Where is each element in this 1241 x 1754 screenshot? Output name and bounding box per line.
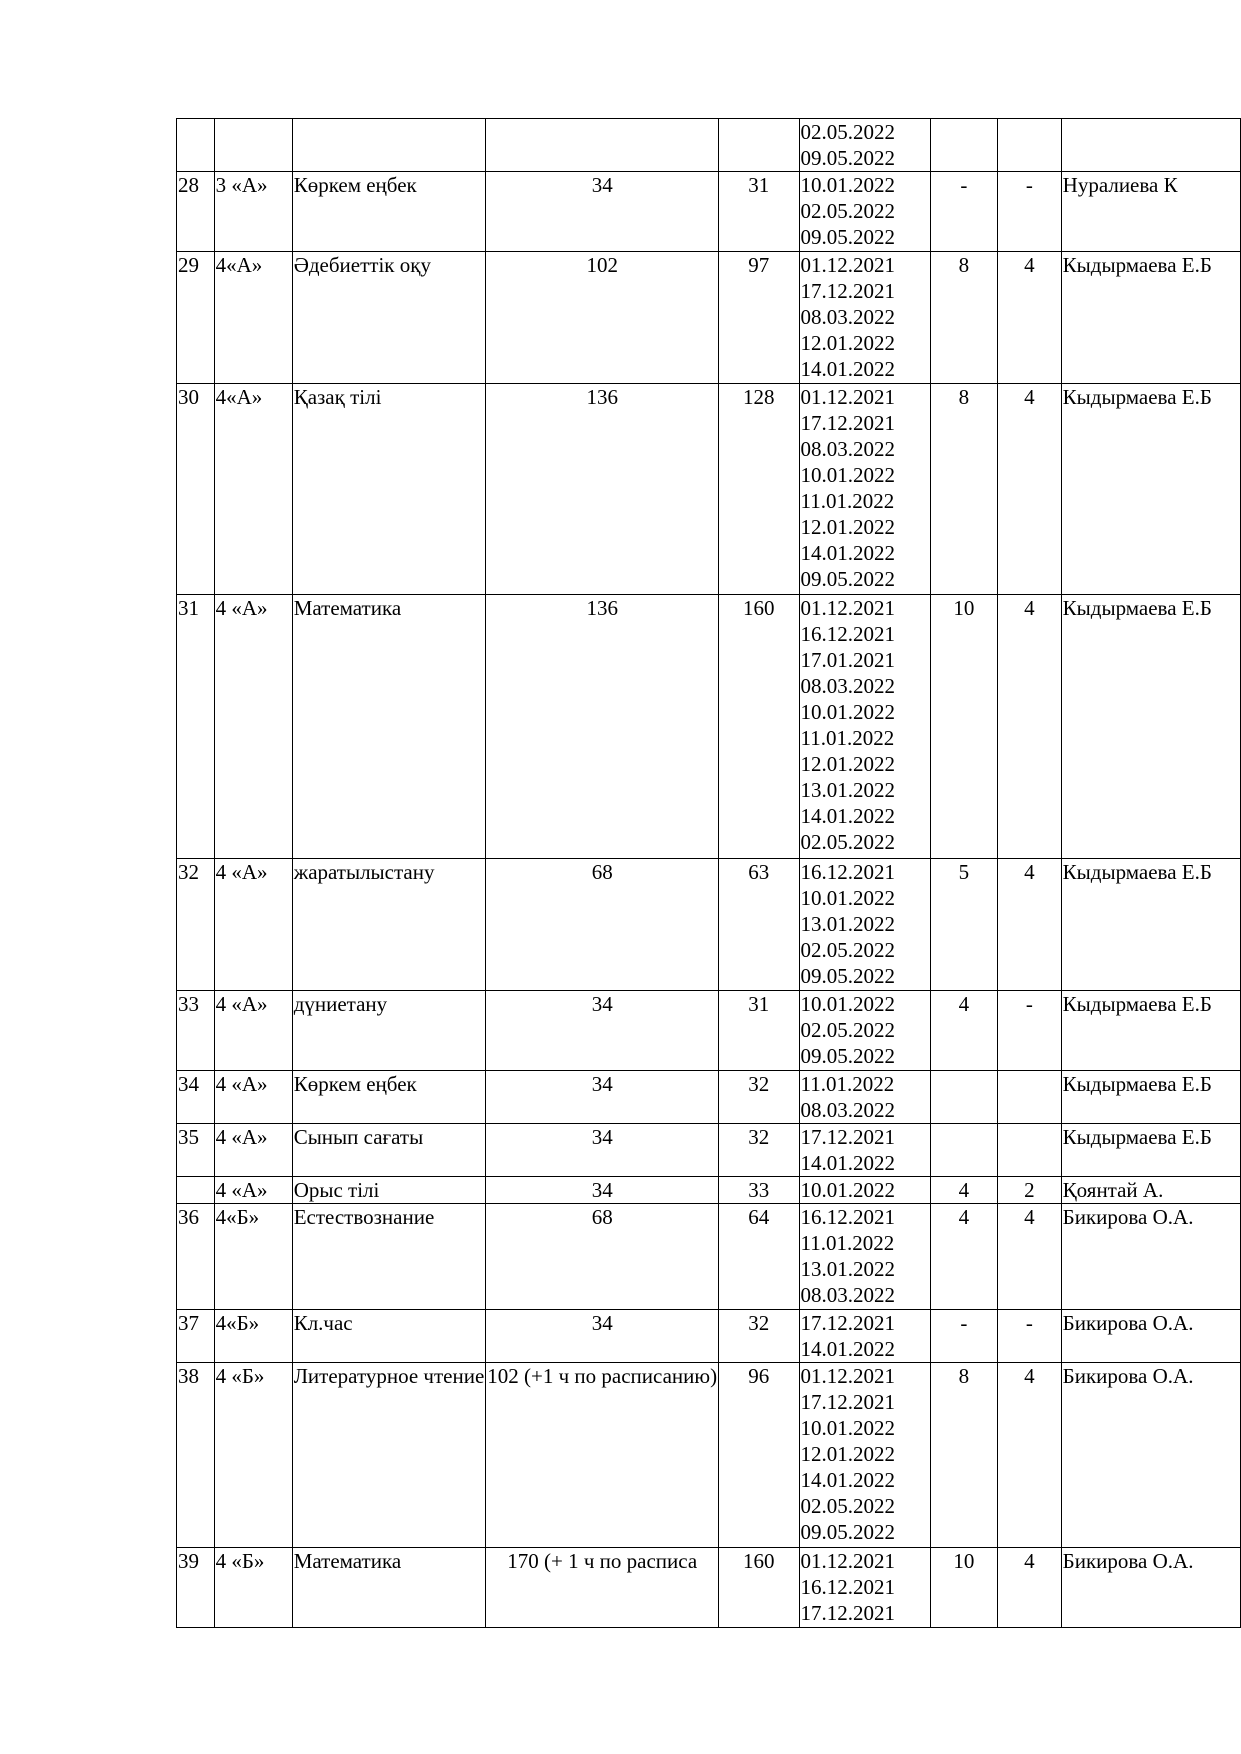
date-entry: 16.12.2021 bbox=[800, 1575, 895, 1599]
date-entry: 02.05.2022 bbox=[800, 199, 895, 223]
teacher-cell: Бикирова О.А. bbox=[1061, 1363, 1240, 1548]
row-number: 38 bbox=[177, 1363, 215, 1548]
count2-cell bbox=[998, 1071, 1061, 1124]
count2-cell: - bbox=[998, 991, 1061, 1071]
planned-hours-cell: 34 bbox=[486, 1071, 719, 1124]
subject-cell: Көркем еңбек bbox=[292, 1071, 486, 1124]
teacher-cell: Кыдырмаева Е.Б bbox=[1061, 991, 1240, 1071]
subject-cell: Қазақ тілі bbox=[292, 384, 486, 595]
row-number: 34 bbox=[177, 1071, 215, 1124]
actual-hours-cell: 32 bbox=[719, 1310, 799, 1363]
teacher-cell: Кыдырмаева Е.Б bbox=[1061, 1071, 1240, 1124]
teacher-cell: Кыдырмаева Е.Б bbox=[1061, 252, 1240, 384]
row-number: 36 bbox=[177, 1204, 215, 1310]
schedule-table bbox=[176, 118, 1241, 1628]
date-entry: 08.03.2022 bbox=[800, 674, 895, 698]
date-entry: 14.01.2022 bbox=[800, 804, 895, 828]
date-entry: 13.01.2022 bbox=[800, 912, 895, 936]
count2-cell: - bbox=[998, 172, 1061, 252]
table-row bbox=[177, 1363, 1241, 1548]
dates-cell bbox=[799, 1363, 930, 1548]
subject-cell: жаратылыстану bbox=[292, 859, 486, 991]
class-cell: 4 «А» bbox=[214, 859, 292, 991]
subject-cell: Математика bbox=[292, 595, 486, 859]
table-row bbox=[177, 119, 1241, 172]
date-entry: 17.12.2021 bbox=[800, 1311, 895, 1335]
date-entry: 13.01.2022 bbox=[800, 778, 895, 802]
count2-cell bbox=[998, 1124, 1061, 1177]
row-number: 32 bbox=[177, 859, 215, 991]
planned-hours-cell: 34 bbox=[486, 991, 719, 1071]
count2-cell: 4 bbox=[998, 252, 1061, 384]
date-entry: 14.01.2022 bbox=[800, 541, 895, 565]
date-entry: 08.03.2022 bbox=[800, 305, 895, 329]
date-entry: 17.12.2021 bbox=[800, 1601, 895, 1625]
actual-hours-cell: 33 bbox=[719, 1177, 799, 1204]
row-number bbox=[177, 1177, 215, 1204]
row-number: 33 bbox=[177, 991, 215, 1071]
count-cell: 10 bbox=[930, 1548, 998, 1628]
date-entry: 01.12.2021 bbox=[800, 385, 895, 409]
actual-hours-cell: 63 bbox=[719, 859, 799, 991]
date-entry: 09.05.2022 bbox=[800, 1044, 895, 1068]
teacher-cell: Кыдырмаева Е.Б bbox=[1061, 595, 1240, 859]
subject-cell: Көркем еңбек bbox=[292, 172, 486, 252]
date-entry: 01.12.2021 bbox=[800, 1364, 895, 1388]
date-entry: 13.01.2022 bbox=[800, 1257, 895, 1281]
planned-hours-cell: 68 bbox=[486, 859, 719, 991]
subject-cell: Литературное чтение bbox=[292, 1363, 486, 1548]
subject-cell: дүниетану bbox=[292, 991, 486, 1071]
date-entry: 09.05.2022 bbox=[800, 964, 895, 988]
date-entry: 10.01.2022 bbox=[800, 992, 895, 1016]
subject-cell: Кл.час bbox=[292, 1310, 486, 1363]
date-entry: 09.05.2022 bbox=[800, 567, 895, 591]
table-row bbox=[177, 384, 1241, 595]
row-number: 37 bbox=[177, 1310, 215, 1363]
count-cell: 4 bbox=[930, 991, 998, 1071]
count-cell: 10 bbox=[930, 595, 998, 859]
date-entry: 14.01.2022 bbox=[800, 1468, 895, 1492]
count2-cell: 2 bbox=[998, 1177, 1061, 1204]
count2-cell: 4 bbox=[998, 1548, 1061, 1628]
class-cell: 4 «Б» bbox=[214, 1363, 292, 1548]
teacher-cell: Кыдырмаева Е.Б bbox=[1061, 384, 1240, 595]
table-row bbox=[177, 172, 1241, 252]
count-cell: 5 bbox=[930, 859, 998, 991]
date-entry: 08.03.2022 bbox=[800, 1283, 895, 1307]
actual-hours-cell: 31 bbox=[719, 991, 799, 1071]
dates-cell bbox=[799, 1548, 930, 1628]
row-number: 35 bbox=[177, 1124, 215, 1177]
count2-cell: 4 bbox=[998, 859, 1061, 991]
actual-hours-cell: 32 bbox=[719, 1071, 799, 1124]
count2-cell: 4 bbox=[998, 1363, 1061, 1548]
subject-cell: Математика bbox=[292, 1548, 486, 1628]
date-entry: 02.05.2022 bbox=[800, 120, 895, 144]
teacher-cell: Нуралиева К bbox=[1061, 172, 1240, 252]
subject-cell: Әдебиеттік оқу bbox=[292, 252, 486, 384]
dates-cell bbox=[799, 1071, 930, 1124]
count-cell bbox=[930, 1124, 998, 1177]
table-row bbox=[177, 1177, 1241, 1204]
row-number: 30 bbox=[177, 384, 215, 595]
planned-hours-cell: 34 bbox=[486, 1310, 719, 1363]
date-entry: 16.12.2021 bbox=[800, 860, 895, 884]
date-entry: 11.01.2022 bbox=[800, 1231, 895, 1255]
date-entry: 02.05.2022 bbox=[800, 1018, 895, 1042]
table-row bbox=[177, 1071, 1241, 1124]
row-number bbox=[177, 119, 215, 172]
date-entry: 10.01.2022 bbox=[800, 886, 895, 910]
planned-hours-cell: 102 bbox=[486, 252, 719, 384]
dates-cell bbox=[799, 1310, 930, 1363]
class-cell: 4 «А» bbox=[214, 595, 292, 859]
table-row bbox=[177, 1548, 1241, 1628]
planned-hours-cell: 34 bbox=[486, 1177, 719, 1204]
dates-cell bbox=[799, 595, 930, 859]
dates-cell bbox=[799, 1177, 930, 1204]
class-cell bbox=[214, 119, 292, 172]
row-number: 29 bbox=[177, 252, 215, 384]
table-row bbox=[177, 252, 1241, 384]
count-cell: - bbox=[930, 172, 998, 252]
date-entry: 08.03.2022 bbox=[800, 437, 895, 461]
dates-cell bbox=[799, 119, 930, 172]
date-entry: 11.01.2022 bbox=[800, 489, 895, 513]
table-row bbox=[177, 595, 1241, 859]
date-entry: 09.05.2022 bbox=[800, 1520, 895, 1544]
count-cell: 4 bbox=[930, 1204, 998, 1310]
row-number: 28 bbox=[177, 172, 215, 252]
date-entry: 12.01.2022 bbox=[800, 515, 895, 539]
class-cell: 4 «Б» bbox=[214, 1548, 292, 1628]
dates-cell bbox=[799, 859, 930, 991]
date-entry: 10.01.2022 bbox=[800, 700, 895, 724]
date-entry: 12.01.2022 bbox=[800, 1442, 895, 1466]
planned-hours-cell: 136 bbox=[486, 384, 719, 595]
teacher-cell: Қоянтай А. bbox=[1061, 1177, 1240, 1204]
date-entry: 02.05.2022 bbox=[800, 938, 895, 962]
date-entry: 17.12.2021 bbox=[800, 279, 895, 303]
subject-cell: Сынып сағаты bbox=[292, 1124, 486, 1177]
count-cell: 8 bbox=[930, 252, 998, 384]
count-cell bbox=[930, 1071, 998, 1124]
count2-cell: 4 bbox=[998, 384, 1061, 595]
class-cell: 4«Б» bbox=[214, 1204, 292, 1310]
teacher-cell: Кыдырмаева Е.Б bbox=[1061, 1124, 1240, 1177]
count2-cell: - bbox=[998, 1310, 1061, 1363]
count-cell: 8 bbox=[930, 384, 998, 595]
date-entry: 12.01.2022 bbox=[800, 331, 895, 355]
date-entry: 01.12.2021 bbox=[800, 253, 895, 277]
actual-hours-cell: 32 bbox=[719, 1124, 799, 1177]
planned-hours-cell: 34 bbox=[486, 1124, 719, 1177]
date-entry: 11.01.2022 bbox=[800, 1072, 895, 1096]
date-entry: 11.01.2022 bbox=[800, 726, 895, 750]
date-entry: 02.05.2022 bbox=[800, 830, 895, 854]
teacher-cell: Кыдырмаева Е.Б bbox=[1061, 859, 1240, 991]
actual-hours-cell: 64 bbox=[719, 1204, 799, 1310]
actual-hours-cell: 97 bbox=[719, 252, 799, 384]
planned-hours-cell: 34 bbox=[486, 172, 719, 252]
actual-hours-cell bbox=[719, 119, 799, 172]
table-row bbox=[177, 1310, 1241, 1363]
date-entry: 09.05.2022 bbox=[800, 225, 895, 249]
dates-cell bbox=[799, 991, 930, 1071]
count-cell: - bbox=[930, 1310, 998, 1363]
count2-cell: 4 bbox=[998, 1204, 1061, 1310]
date-entry: 02.05.2022 bbox=[800, 1494, 895, 1518]
date-entry: 14.01.2022 bbox=[800, 1337, 895, 1361]
date-entry: 10.01.2022 bbox=[800, 463, 895, 487]
dates-cell bbox=[799, 172, 930, 252]
teacher-cell bbox=[1061, 119, 1240, 172]
dates-cell bbox=[799, 1204, 930, 1310]
row-number: 39 bbox=[177, 1548, 215, 1628]
date-entry: 17.12.2021 bbox=[800, 411, 895, 435]
count-cell: 8 bbox=[930, 1363, 998, 1548]
teacher-cell: Бикирова О.А. bbox=[1061, 1310, 1240, 1363]
teacher-cell: Бикирова О.А. bbox=[1061, 1548, 1240, 1628]
actual-hours-cell: 96 bbox=[719, 1363, 799, 1548]
actual-hours-cell: 160 bbox=[719, 595, 799, 859]
class-cell: 4«А» bbox=[214, 252, 292, 384]
table-row bbox=[177, 859, 1241, 991]
date-entry: 10.01.2022 bbox=[800, 173, 895, 197]
table-row bbox=[177, 991, 1241, 1071]
class-cell: 4 «А» bbox=[214, 991, 292, 1071]
date-entry: 01.12.2021 bbox=[800, 1549, 895, 1573]
class-cell: 4 «А» bbox=[214, 1124, 292, 1177]
date-entry: 10.01.2022 bbox=[800, 1178, 895, 1202]
date-entry: 08.03.2022 bbox=[800, 1098, 895, 1122]
subject-cell bbox=[292, 119, 486, 172]
planned-hours-cell: 136 bbox=[486, 595, 719, 859]
date-entry: 17.12.2021 bbox=[800, 1125, 895, 1149]
dates-cell bbox=[799, 252, 930, 384]
planned-hours-cell: 102 (+1 ч по расписанию) bbox=[486, 1363, 719, 1548]
table-row bbox=[177, 1204, 1241, 1310]
count2-cell: 4 bbox=[998, 595, 1061, 859]
actual-hours-cell: 31 bbox=[719, 172, 799, 252]
subject-cell: Естествознание bbox=[292, 1204, 486, 1310]
dates-cell bbox=[799, 384, 930, 595]
class-cell: 4«А» bbox=[214, 384, 292, 595]
date-entry: 17.12.2021 bbox=[800, 1390, 895, 1414]
class-cell: 3 «А» bbox=[214, 172, 292, 252]
planned-hours-cell bbox=[486, 119, 719, 172]
date-entry: 10.01.2022 bbox=[800, 1416, 895, 1440]
date-entry: 12.01.2022 bbox=[800, 752, 895, 776]
row-number: 31 bbox=[177, 595, 215, 859]
date-entry: 16.12.2021 bbox=[800, 1205, 895, 1229]
planned-hours-cell: 68 bbox=[486, 1204, 719, 1310]
dates-cell bbox=[799, 1124, 930, 1177]
date-entry: 01.12.2021 bbox=[800, 596, 895, 620]
actual-hours-cell: 160 bbox=[719, 1548, 799, 1628]
teacher-cell: Бикирова О.А. bbox=[1061, 1204, 1240, 1310]
subject-cell: Орыс тілі bbox=[292, 1177, 486, 1204]
date-entry: 14.01.2022 bbox=[800, 1151, 895, 1175]
date-entry: 09.05.2022 bbox=[800, 146, 895, 170]
count-cell bbox=[930, 119, 998, 172]
date-entry: 16.12.2021 bbox=[800, 622, 895, 646]
date-entry: 17.01.2021 bbox=[800, 648, 895, 672]
planned-hours-cell: 170 (+ 1 ч по расписа bbox=[486, 1548, 719, 1628]
date-entry: 14.01.2022 bbox=[800, 357, 895, 381]
actual-hours-cell: 128 bbox=[719, 384, 799, 595]
class-cell: 4«Б» bbox=[214, 1310, 292, 1363]
count-cell: 4 bbox=[930, 1177, 998, 1204]
class-cell: 4 «А» bbox=[214, 1177, 292, 1204]
table-row bbox=[177, 1124, 1241, 1177]
class-cell: 4 «А» bbox=[214, 1071, 292, 1124]
count2-cell bbox=[998, 119, 1061, 172]
